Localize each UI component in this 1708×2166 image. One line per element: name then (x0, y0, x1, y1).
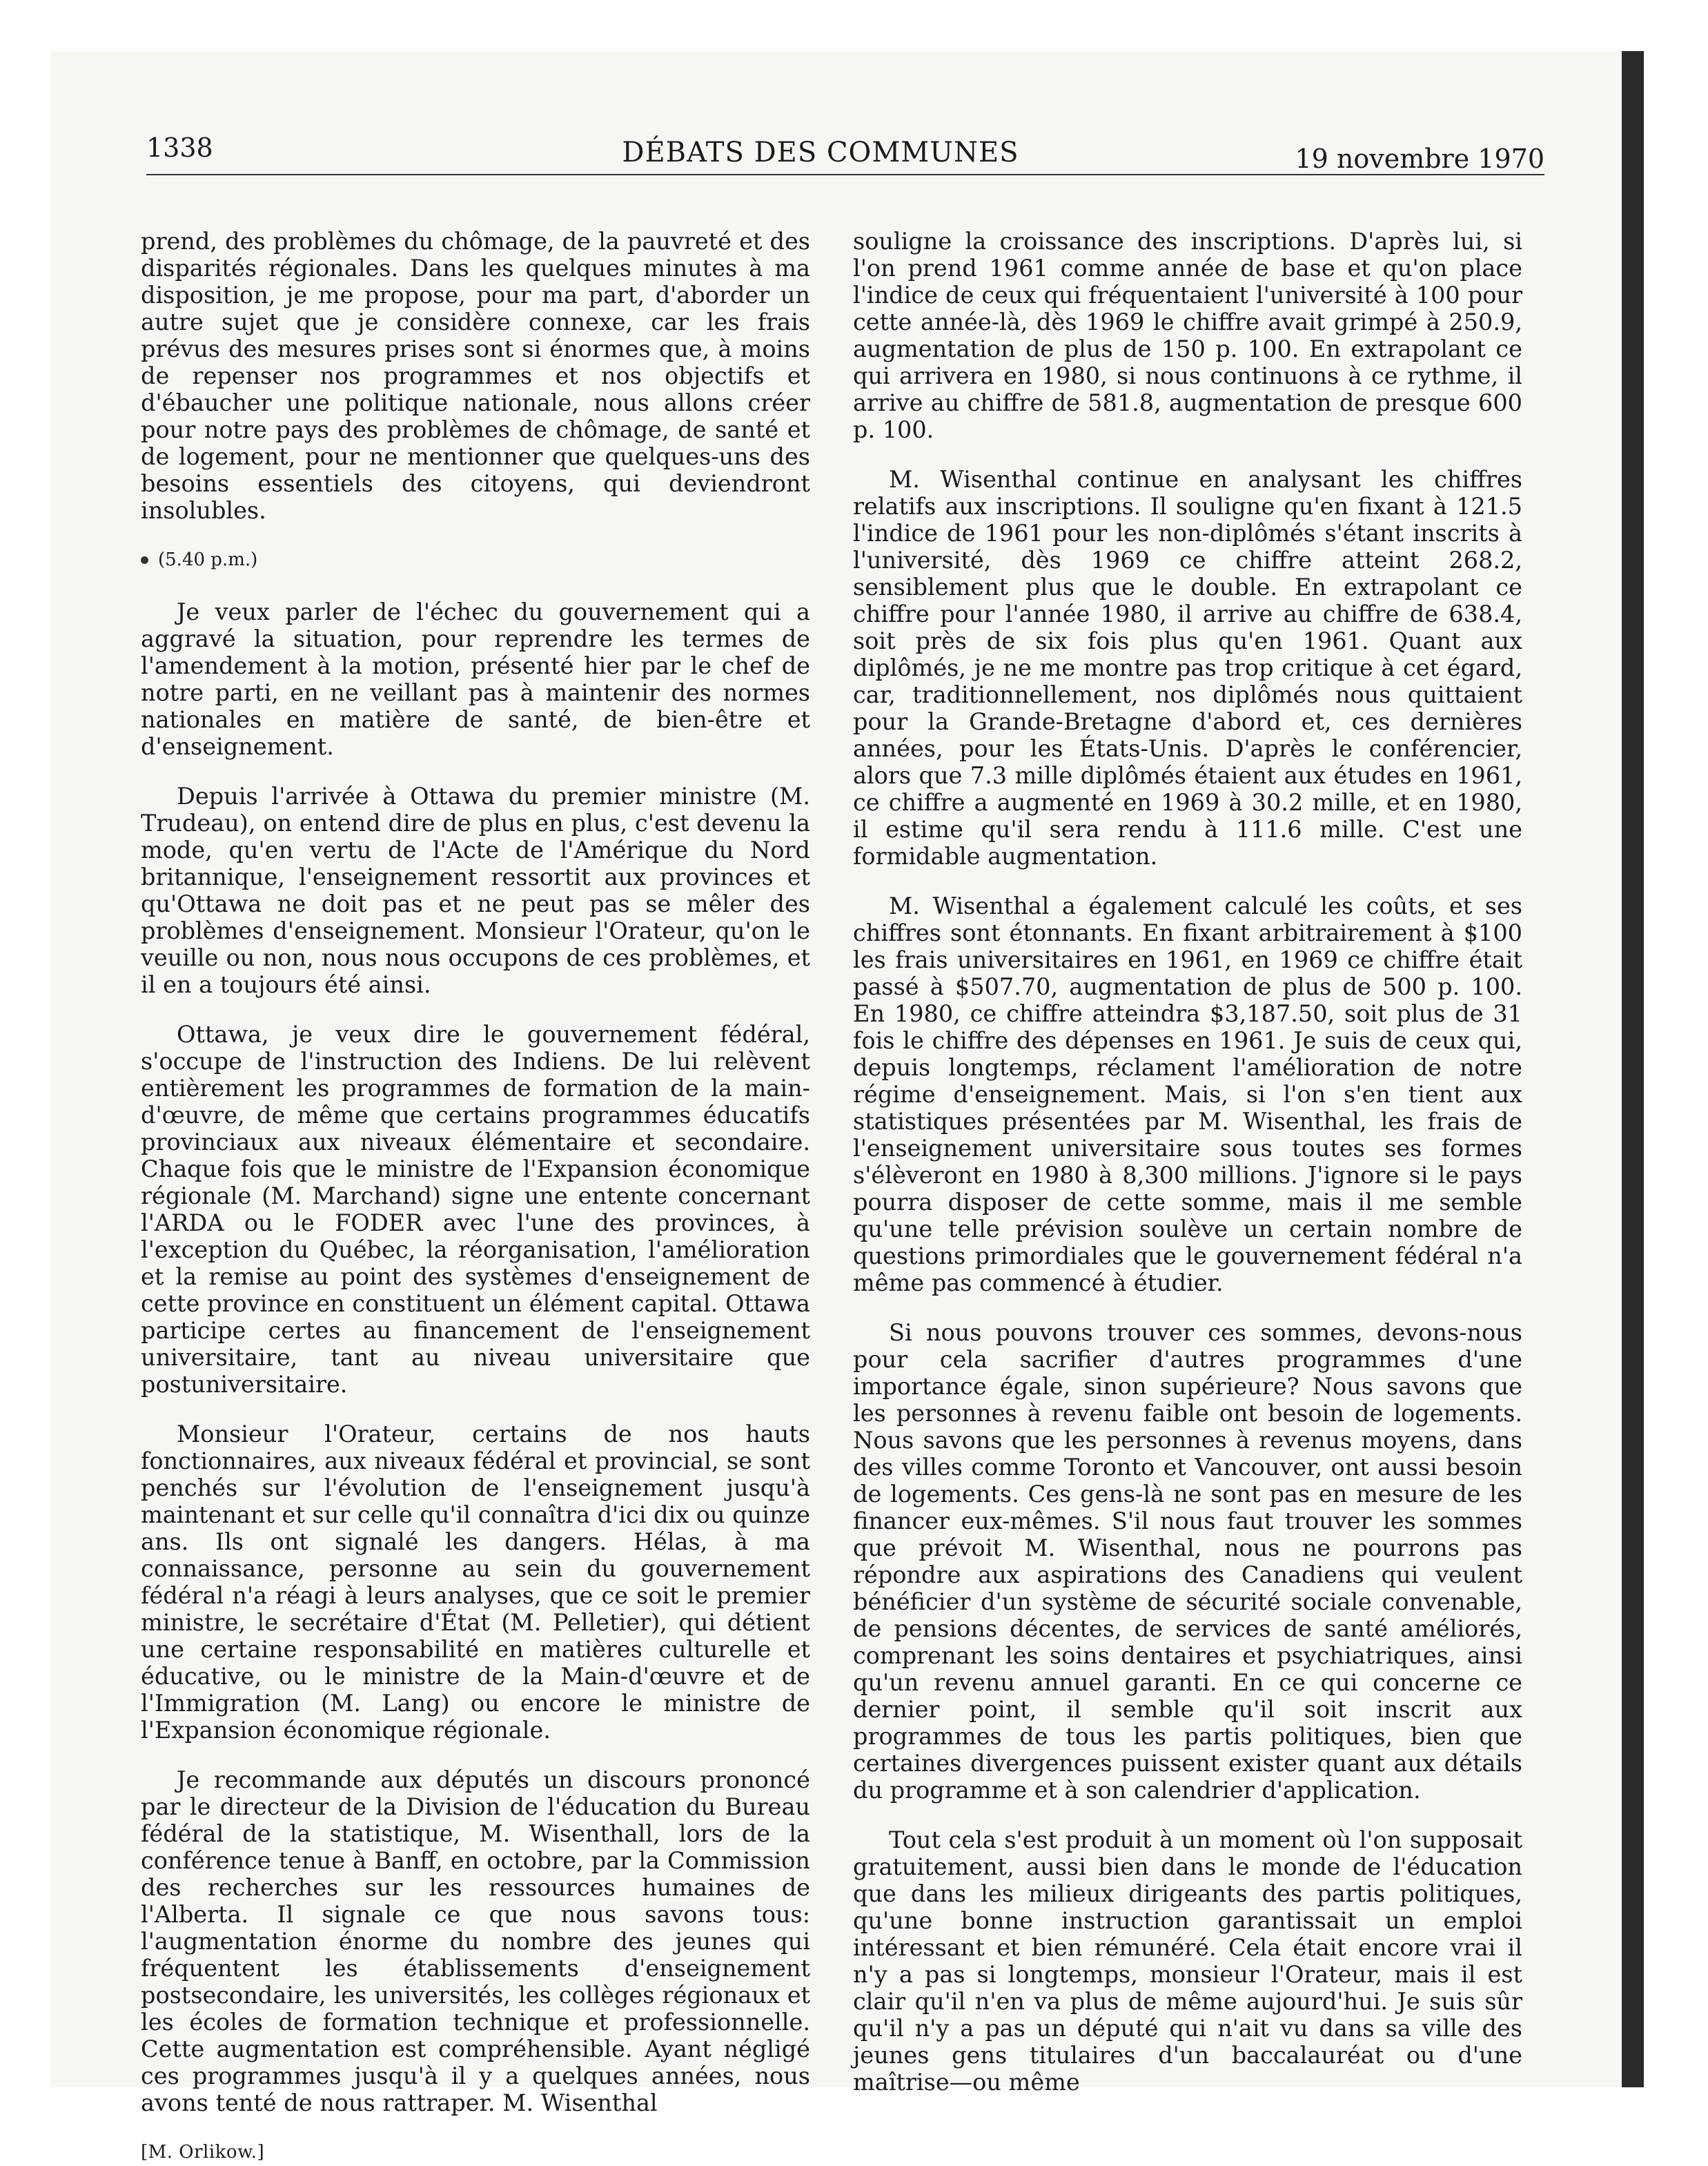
header-rule (146, 174, 1544, 175)
speaker-attribution: [M. Orlikow.] (141, 2142, 265, 2163)
timestamp-text: (5.40 p.m.) (158, 549, 258, 570)
scan-edge-shadow (1622, 51, 1644, 2087)
bullet-icon (141, 556, 148, 564)
publication-title: DÉBATS DES COMMUNES (622, 137, 1019, 168)
paragraph: Si nous pouvons trouver ces sommes, devons-nous pour cela sacrifier d'autres programmes d'une importance égale, sinon supérieure? Nous savons que les personnes à revenu faible ont besoin de logements. Nous savons que les personnes à revenus moyens, dans des villes comme Toronto et Vancouver, ont aussi besoin de logements. Ces gens-là ne sont pas en mesure de les financer eux-mêmes. S'il nous faut trouver les sommes que prévoit M. Wisenthal, nous ne pourrons pas répondre aux aspirations des Canadiens qui veulent bénéficier d'un système de sécurité sociale convenable, de pensions décentes, de services de santé améliorés, comprenant les soins dentaires et psychiatriques, ainsi qu'un revenu annuel garanti. En ce qui concerne ce dernier point, il semble qu'il soit inscrit aux programmes de tous les partis politiques, bien que certaines divergences puissent exister quant aux détails du programme et à son calendrier d'application. (853, 1319, 1522, 1804)
paragraph: M. Wisenthal a également calculé les coûts, et ses chiffres sont étonnants. En fixant arbitrairement à $100 les frais universitaires en 1961, en 1969 ce chiffre était passé à $507.70, augmentation de plus de 500 p. 100. En 1980, ce chiffre atteindra $3,187.50, soit plus de 31 fois le chiffre des dépenses en 1961. Je suis de ceux qui, depuis longtemps, réclament l'amélioration de notre régime d'enseignement. Mais, si l'on s'en tient aux statistiques présentées par M. Wisenthal, les frais de l'enseignement universitaire sous toutes ses formes s'élèveront en 1980 à 8,300 millions. J'ignore si le pays pourra disposer de cette somme, mais il me semble qu'une telle prévision soulève un certain nombre de questions primordiales que le gouvernement fédéral n'a même pas commencé à étudier. (853, 892, 1522, 1296)
timestamp (141, 547, 810, 574)
page-header (97, 124, 1544, 173)
paragraph: M. Wisenthal continue en analysant les chiffres relatifs aux inscriptions. Il souligne qu'en fixant à 121.5 l'indice de 1961 pour les non-diplômés s'étant inscrits à l'université, dès 1969 ce chiffre atteint 268.2, sensiblement plus que le double. En extrapolant ce chiffre pour l'année 1980, il arrive au chiffre de 638.4, soit près de six fois plus qu'en 1961. Quant aux diplômés, je ne me montre pas trop critique à cet égard, car, traditionnellement, nos diplômés nous quittaient pour la Grande-Bretagne d'abord et, ces dernières années, pour les États-Unis. D'après le conférencier, alors que 7.3 mille diplômés étaient aux études en 1961, ce chiffre a augmenté en 1969 à 30.2 mille, et en 1980, il estime qu'il sera rendu à 111.6 mille. C'est une formidable augmentation. (853, 466, 1522, 870)
paragraph: souligne la croissance des inscriptions. D'après lui, si l'on prend 1961 comme année de base et qu'on place l'indice de ceux qui fréquentaient l'université à 100 pour cette année-là, dès 1969 le chiffre avait grimpé à 250.9, augmentation de plus de 150 p. 100. En extrapolant ce qui arrivera en 1980, si nous continuons à ce rythme, il arrive au chiffre de 581.8, augmentation de presque 600 p. 100. (853, 228, 1522, 443)
paragraph: Monsieur l'Orateur, certains de nos hauts fonctionnaires, aux niveaux fédéral et provincial, se sont penchés sur l'évolution de l'enseignement jusqu'à maintenant et sur celle qu'il connaîtra d'ici dix ou quinze ans. Ils ont signalé les dangers. Hélas, à ma connaissance, personne au sein du gouvernement fédéral n'a réagi à leurs analyses, que ce soit le premier ministre, le secrétaire d'État (M. Pelletier), qui détient une certaine responsabilité en matières culturelle et éducative, ou le ministre de la Main-d'œuvre et de l'Immigration (M. Lang) ou encore le ministre de l'Expansion économique régionale. (141, 1421, 810, 1744)
right-column (853, 228, 1522, 2118)
paragraph: prend, des problèmes du chômage, de la pauvreté et des disparités régionales. Dans les quelques minutes à ma disposition, je me propose, pour ma part, d'aborder un autre sujet que je considère connexe, car les frais prévus des mesures prises sont si énormes que, à moins de repenser nos programmes et nos objectifs et d'ébaucher une politique nationale, nous allons créer pour notre pays des problèmes de chômage, de santé et de logement, pour ne mentionner que quelques-uns des besoins essentiels des citoyens, qui deviendront insolubles. (141, 228, 810, 524)
page-number: 1338 (146, 133, 213, 163)
paragraph: Tout cela s'est produit à un moment où l'on supposait gratuitement, aussi bien dans le monde de l'éducation que dans les milieux dirigeants des partis politiques, qu'une bonne instruction garantissait un emploi intéressant et bien rémunéré. Cela était encore vrai il n'y a pas si longtemps, monsieur l'Orateur, mais il est clair qu'il n'en va plus de même aujourd'hui. Je suis sûr qu'il n'y a pas un député qui n'ait vu dans sa ville des jeunes gens titulaires d'un baccalauréat ou d'une maîtrise—ou même (853, 1826, 1522, 2096)
paragraph: Ottawa, je veux dire le gouvernement fédéral, s'occupe de l'instruction des Indiens. De lui relèvent entièrement les programmes de formation de la main-d'œuvre, de même que certains programmes éducatifs provinciaux aux niveaux élémentaire et secondaire. Chaque fois que le ministre de l'Expansion économique régionale (M. Marchand) signe une entente concernant l'ARDA ou le FODER avec l'une des provinces, à l'exception du Québec, la réorganisation, l'amélioration et la remise au point des systèmes d'enseignement de cette province en constituent un élément capital. Ottawa participe certes au financement de l'enseignement universitaire, tant au niveau universitaire que postuniversitaire. (141, 1021, 810, 1398)
left-column (141, 228, 810, 2166)
paragraph: Je recommande aux députés un discours prononcé par le directeur de la Division de l'éducation du Bureau fédéral de la statistique, M. Wisenthall, lors de la conférence tenue à Banff, en octobre, par la Commission des recherches sur les ressources humaines de l'Alberta. Il signale ce que nous savons tous: l'augmentation énorme du nombre des jeunes qui fréquentent les établissements d'enseignement postsecondaire, les universités, les collèges régionaux et les écoles de formation technique et professionnelle. Cette augmentation est compréhensible. Ayant négligé ces programmes jusqu'à il y a quelques années, nous avons tenté de nous rattraper. M. Wisenthal (141, 1766, 810, 2116)
paragraph: Je veux parler de l'échec du gouvernement qui a aggravé la situation, pour reprendre les termes de l'amendement à la motion, présenté hier par le chef de notre parti, en ne veillant pas à maintenir des normes nationales en matière de santé, de bien-être et d'enseignement. (141, 598, 810, 760)
publication-date: 19 novembre 1970 (1295, 144, 1544, 174)
paragraph: Depuis l'arrivée à Ottawa du premier ministre (M. Trudeau), on entend dire de plus en plus, c'est devenu la mode, qu'en vertu de l'Acte de l'Amérique du Nord britannique, l'enseignement ressortit aux provinces et qu'Ottawa ne doit pas et ne peut pas se mêler des problèmes d'enseignement. Monsieur l'Orateur, qu'on le veuille ou non, nous nous occupons de ces problèmes, et il en a toujours été ainsi. (141, 783, 810, 998)
